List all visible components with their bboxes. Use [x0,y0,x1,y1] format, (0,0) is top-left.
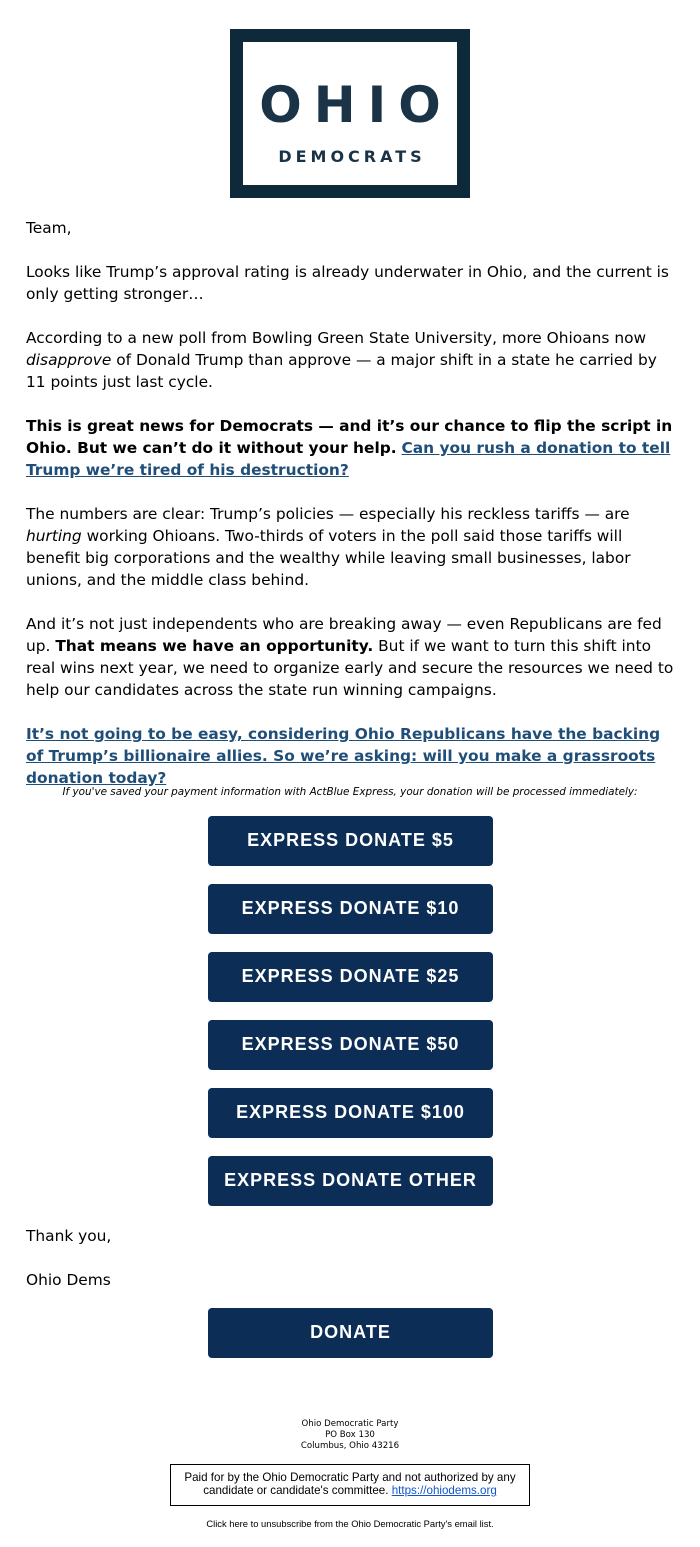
paragraph-2-emphasis: disapprove [26,351,112,369]
paragraph-6 [26,723,676,789]
paragraph-1-text: Looks like Trump’s approval rating is already underwater in Ohio, and the current is only getting stronger… [26,263,669,303]
signoff-text: Thank you, [26,1227,112,1245]
footer-city: Columbus, Ohio 43216 [300,1441,400,1451]
paragraph-4-text [26,503,676,591]
paragraph-3-bold: This is great news for Democrats — and it’s our chance to flip the script in Ohio. But we can’t do it without your help. [26,417,673,457]
express-donate-other-button[interactable]: EXPRESS DONATE OTHER [208,1156,493,1206]
paragraph-2-part-b: of Donald Trump than approve — a major shift in a state he carried by 11 points just last cycle. [26,351,657,391]
footer-pobox: PO Box 130 [325,1430,375,1440]
logo-text-ohio: OHIO [259,76,453,134]
paragraph-4-emphasis: hurting [26,527,82,545]
unsubscribe-link[interactable]: Click here to unsubscribe from the Ohio Democratic Party's email list. [206,1518,494,1529]
paragraph-2-text [26,327,676,393]
logo-text-democrats: DEMOCRATS [278,147,426,166]
actblue-express-note: If you've saved your payment information with ActBlue Express, your donation will be processed immediately: [62,786,638,798]
paragraph-5-part-a: And it’s not just independents who are breaking away — even Republicans are fed up. [26,615,662,655]
paragraph-2-part-a: According to a new poll from Bowling Green State University, more Ohioans now [26,329,647,347]
paragraph-3-text [26,415,676,481]
signature-text: Ohio Dems [26,1271,111,1289]
greeting-text: Team, [26,219,72,237]
footer-org: Ohio Democratic Party [301,1419,399,1429]
paragraph-3 [26,415,676,481]
donate-button[interactable]: DONATE [208,1308,493,1358]
paragraph-5-part-b: But if we want to turn this shift into real wins next year, we need to organize early and secure the resources we need to help our candidates across the state run winning campaigns. [26,637,674,699]
express-donate-10-button[interactable]: EXPRESS DONATE $10 [208,884,493,934]
paragraph-6-text [26,723,676,789]
paragraph-1 [26,261,676,305]
express-donate-50-button[interactable]: EXPRESS DONATE $50 [208,1020,493,1070]
express-donate-5-button[interactable]: EXPRESS DONATE $5 [208,816,493,866]
donation-link-2[interactable]: It’s not going to be easy, considering Ohio Republicans have the backing of Trump’s billionaire allies. So we’re asking: will you make a grassroots donation today? [26,725,661,787]
paragraph-4 [26,503,676,591]
ohio-democrats-logo[interactable] [230,29,470,198]
paid-for-text: Paid for by the Ohio Democratic Party and not authorized by any candidate or candidate's committee. [184,1471,516,1497]
paragraph-2 [26,327,676,393]
paragraph-5-bold: That means we have an opportunity. [55,637,374,655]
paragraph-4-part-b: working Ohioans. Two-thirds of voters in the poll said those tariffs will benefit big corporations and the wealthy while leaving small businesses, labor unions, and the middle class behind. [26,527,631,589]
paragraph-5-text [26,613,676,701]
signoff [26,1225,676,1247]
paragraph-4-part-a: The numbers are clear: Trump’s policies — especially his reckless tariffs — are [26,505,630,523]
paid-for-disclaimer [170,1464,530,1506]
ohiodems-website-link[interactable]: https://ohiodems.org [391,1484,497,1497]
donation-link-1[interactable]: Can you rush a donation to tell Trump we’re tired of his destruction? [26,439,671,479]
greeting [26,217,676,239]
paragraph-5 [26,613,676,701]
express-donate-25-button[interactable]: EXPRESS DONATE $25 [208,952,493,1002]
express-donate-100-button[interactable]: EXPRESS DONATE $100 [208,1088,493,1138]
signature [26,1269,676,1291]
